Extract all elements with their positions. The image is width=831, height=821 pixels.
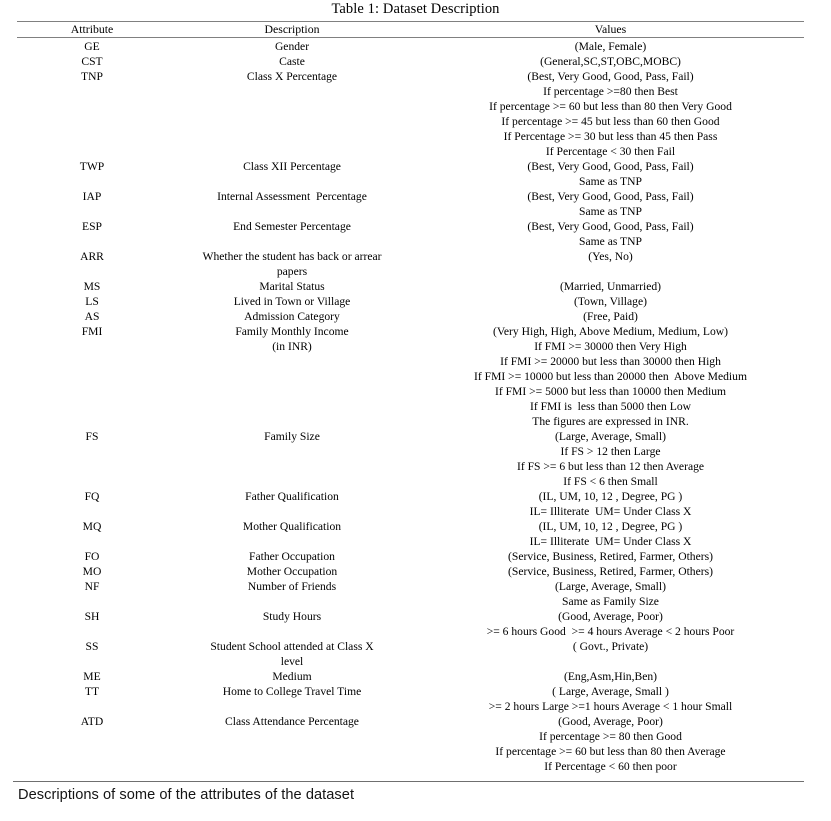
table-row: [17, 564, 804, 579]
cell-description: [167, 159, 417, 189]
table-row: [17, 39, 804, 54]
cell-values: [417, 294, 804, 309]
description-line: Mother Qualification: [242, 520, 342, 533]
column-header-values: Values: [594, 22, 627, 36]
dataset-description-table: [17, 22, 804, 774]
value-continuation: The figures are expressed in INR.: [532, 415, 689, 428]
description-line: Number of Friends: [247, 580, 337, 593]
cell-description: [167, 249, 417, 279]
cell-values: [417, 669, 804, 684]
value-continuation: >= 2 hours Large >=1 hours Average < 1 hour Small: [488, 700, 733, 713]
cell-attribute: FS: [85, 430, 99, 443]
cell-values: [417, 579, 804, 609]
value-continuation: If percentage >= 80 then Good: [539, 730, 682, 743]
cell-attribute: ARR: [80, 250, 104, 263]
cell-attribute: MS: [83, 280, 101, 293]
description-line: Caste: [279, 55, 305, 68]
description-line: Admission Category: [244, 310, 340, 323]
cell-attribute: MO: [82, 565, 102, 578]
value-continuation: If FS < 6 then Small: [563, 475, 658, 488]
column-header-description: Description: [264, 22, 320, 36]
cell-values: [417, 714, 804, 774]
description-continuation: [167, 354, 417, 369]
value-line: (Yes, No): [588, 250, 633, 263]
cell-values: [417, 219, 804, 249]
description-continuation: [167, 759, 417, 774]
value-line: ( Large, Average, Small ): [552, 685, 669, 698]
value-line: (Eng,Asm,Hin,Ben): [563, 670, 658, 683]
cell-description: [167, 294, 417, 309]
cell-values: [417, 519, 804, 549]
description-line: Father Qualification: [245, 490, 339, 503]
description-line: Father Occupation: [249, 550, 335, 563]
description-continuation: [167, 729, 417, 744]
cell-attribute: GE: [84, 40, 100, 53]
value-line: (Very High, High, Above Medium, Medium, Low): [492, 325, 729, 338]
cell-values: [417, 324, 804, 429]
value-continuation: [417, 654, 804, 669]
value-continuation: If Percentage < 30 then Fail: [545, 145, 676, 158]
description-continuation: [167, 459, 417, 474]
cell-values: [417, 309, 804, 324]
value-line: (Best, Very Good, Good, Pass, Fail): [527, 160, 694, 173]
table-row: [17, 54, 804, 69]
table-title: Table 1: Dataset Description: [331, 1, 500, 17]
cell-attribute: TNP: [81, 70, 103, 83]
value-continuation: If FS > 12 then Large: [560, 445, 661, 458]
value-line: (Married, Unmarried): [559, 280, 662, 293]
cell-description: [167, 609, 417, 639]
cell-attribute: LS: [85, 295, 99, 308]
value-line: (General,SC,ST,OBC,MOBC): [540, 55, 681, 68]
description-continuation: [167, 204, 417, 219]
cell-description: [167, 429, 417, 489]
cell-values: [417, 39, 804, 54]
value-line: (Large, Average, Small): [555, 430, 666, 443]
table-row: [17, 219, 804, 249]
description-line: Lived in Town or Village: [233, 295, 351, 308]
cell-attribute: TT: [84, 685, 100, 698]
cell-description: [167, 324, 417, 429]
cell-attribute: CST: [81, 55, 103, 68]
value-continuation: If Percentage < 60 then poor: [544, 760, 677, 773]
value-line: (Best, Very Good, Good, Pass, Fail): [527, 190, 694, 203]
cell-attribute: ME: [83, 670, 101, 683]
description-continuation: [167, 624, 417, 639]
cell-values: [417, 189, 804, 219]
cell-values: [417, 159, 804, 189]
description-line: Student School attended at Class X: [210, 640, 374, 653]
value-continuation: If percentage >= 60 but less than 80 then Very Good: [489, 100, 732, 113]
description-line: Study Hours: [262, 610, 322, 623]
value-continuation: If FMI >= 10000 but less than 20000 then Above Medium: [474, 370, 747, 383]
value-continuation: [417, 264, 804, 279]
value-line: (Service, Business, Retired, Farmer, Others): [508, 565, 713, 578]
description-line: Medium: [272, 670, 312, 683]
cell-attribute: SS: [85, 640, 99, 653]
cell-values: [417, 609, 804, 639]
cell-description: [167, 489, 417, 519]
table-row: [17, 669, 804, 684]
cell-description: [167, 714, 417, 774]
description-continuation: papers: [276, 265, 308, 278]
column-header-attribute: Attribute: [70, 22, 114, 36]
table-row: [17, 549, 804, 564]
table-header-row: [17, 22, 804, 37]
table-row: [17, 324, 804, 429]
table-row: [17, 69, 804, 159]
table-rule-bottom: [13, 781, 804, 782]
description-line: Marital Status: [259, 280, 325, 293]
value-line: (Good, Average, Poor): [558, 610, 663, 623]
description-continuation: [167, 174, 417, 189]
description-continuation: [167, 744, 417, 759]
value-line: (Town, Village): [574, 295, 647, 308]
description-line: Family Monthly Income: [235, 325, 349, 338]
cell-values: [417, 549, 804, 564]
cell-attribute: FQ: [84, 490, 100, 503]
description-line: Class Attendance Percentage: [225, 715, 359, 728]
value-continuation: IL= Illiterate UM= Under Class X: [529, 505, 692, 518]
value-line: (Male, Female): [574, 40, 647, 53]
description-line: Internal Assessment Percentage: [217, 190, 367, 203]
cell-description: [167, 189, 417, 219]
description-continuation: [167, 504, 417, 519]
cell-description: [167, 549, 417, 564]
cell-values: [417, 684, 804, 714]
value-continuation: If FMI >= 5000 but less than 10000 then Medium: [494, 385, 727, 398]
description-line: Class X Percentage: [246, 70, 338, 83]
table-row: [17, 249, 804, 279]
value-line: (Free, Paid): [583, 310, 638, 323]
cell-description: [167, 579, 417, 609]
table-row: [17, 489, 804, 519]
table-row: [17, 159, 804, 189]
cell-attribute: TWP: [79, 160, 105, 173]
cell-values: [417, 249, 804, 279]
value-continuation: If FMI >= 20000 but less than 30000 then High: [500, 355, 721, 368]
value-continuation: >= 6 hours Good >= 4 hours Average < 2 hours Poor: [486, 625, 735, 638]
cell-description: [167, 639, 417, 669]
table-row: [17, 309, 804, 324]
cell-description: [167, 309, 417, 324]
table-row: [17, 684, 804, 714]
description-continuation: [167, 99, 417, 114]
description-continuation: [167, 444, 417, 459]
description-line: Gender: [274, 40, 310, 53]
description-continuation: level: [280, 655, 304, 668]
description-line: Family Size: [264, 430, 320, 443]
value-line: (Best, Very Good, Good, Pass, Fail): [527, 220, 694, 233]
value-continuation: If FS >= 6 but less than 12 then Average: [516, 460, 705, 473]
cell-description: [167, 684, 417, 714]
cell-attribute: AS: [84, 310, 100, 323]
cell-values: [417, 489, 804, 519]
cell-description: [167, 279, 417, 294]
cell-values: [417, 639, 804, 669]
value-continuation: Same as TNP: [579, 205, 642, 218]
table-body: [17, 39, 804, 774]
cell-values: [417, 69, 804, 159]
cell-description: [167, 669, 417, 684]
description-line: End Semester Percentage: [233, 220, 351, 233]
table-row: [17, 189, 804, 219]
description-continuation: [167, 129, 417, 144]
cell-attribute: NF: [84, 580, 100, 593]
cell-attribute: ATD: [80, 715, 104, 728]
cell-description: [167, 54, 417, 69]
description-continuation: [167, 384, 417, 399]
value-continuation: Same as TNP: [579, 235, 642, 248]
value-continuation: If Percentage >= 30 but less than 45 then Pass: [503, 130, 718, 143]
table-row: [17, 279, 804, 294]
value-continuation: If percentage >= 45 but less than 60 then Good: [501, 115, 720, 128]
description-continuation: [167, 534, 417, 549]
table-row: [17, 429, 804, 489]
value-continuation: If percentage >= 60 but less than 80 then Average: [495, 745, 726, 758]
value-continuation: IL= Illiterate UM= Under Class X: [529, 535, 692, 548]
description-line: Class XII Percentage: [243, 160, 341, 173]
value-line: (Service, Business, Retired, Farmer, Others): [508, 550, 713, 563]
value-line: (IL, UM, 10, 12 , Degree, PG ): [538, 520, 683, 533]
value-line: (Good, Average, Poor): [558, 715, 663, 728]
description-continuation: [167, 414, 417, 429]
description-line: Mother Occupation: [246, 565, 338, 578]
value-continuation: If FMI is less than 5000 then Low: [529, 400, 691, 413]
table-row: [17, 519, 804, 549]
description-continuation: [167, 699, 417, 714]
description-line: Home to College Travel Time: [222, 685, 362, 698]
cell-attribute: IAP: [82, 190, 102, 203]
description-continuation: [167, 369, 417, 384]
table-row: [17, 609, 804, 639]
cell-attribute: MQ: [82, 520, 102, 533]
cell-description: [167, 69, 417, 159]
table-row: [17, 579, 804, 609]
figure-caption: Descriptions of some of the attributes of the dataset: [18, 787, 355, 803]
description-continuation: [167, 474, 417, 489]
table-row: [17, 294, 804, 309]
description-continuation: [167, 84, 417, 99]
value-line: (IL, UM, 10, 12 , Degree, PG ): [538, 490, 683, 503]
value-line: ( Govt., Private): [572, 640, 649, 653]
value-line: (Best, Very Good, Good, Pass, Fail): [527, 70, 694, 83]
description-continuation: (in INR): [272, 340, 312, 353]
cell-description: [167, 519, 417, 549]
value-continuation: If percentage >=80 then Best: [543, 85, 678, 98]
cell-attribute: FO: [84, 550, 100, 563]
cell-attribute: FMI: [81, 325, 103, 338]
cell-attribute: ESP: [82, 220, 102, 233]
value-continuation: If FMI >= 30000 then Very High: [534, 340, 687, 353]
table-row: [17, 714, 804, 774]
cell-values: [417, 279, 804, 294]
description-continuation: [167, 114, 417, 129]
table-row: [17, 639, 804, 669]
value-line: (Large, Average, Small): [555, 580, 666, 593]
cell-description: [167, 219, 417, 249]
value-continuation: Same as Family Size: [562, 595, 659, 608]
description-continuation: [167, 594, 417, 609]
cell-values: [417, 429, 804, 489]
cell-description: [167, 39, 417, 54]
description-continuation: [167, 144, 417, 159]
cell-values: [417, 54, 804, 69]
cell-attribute: SH: [84, 610, 100, 623]
cell-values: [417, 564, 804, 579]
description-line: Whether the student has back or arrear: [202, 250, 382, 263]
description-continuation: [167, 399, 417, 414]
value-continuation: Same as TNP: [579, 175, 642, 188]
description-continuation: [167, 234, 417, 249]
cell-description: [167, 564, 417, 579]
